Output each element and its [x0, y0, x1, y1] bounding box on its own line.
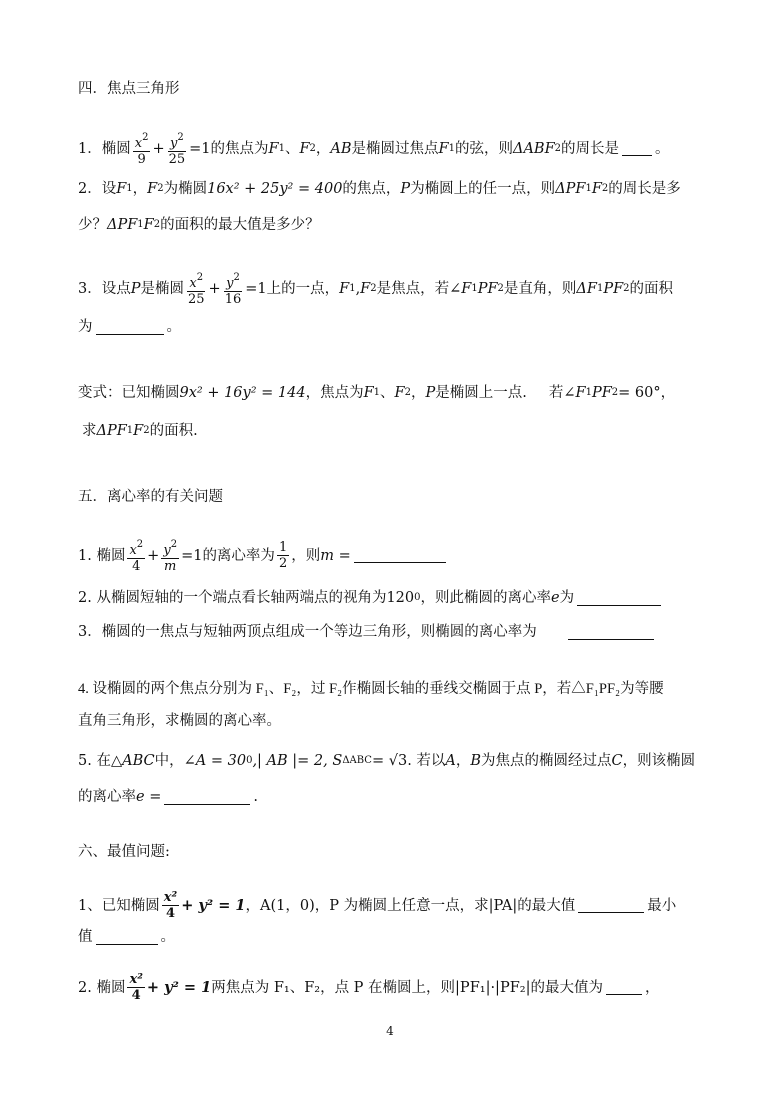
- answer-blank[interactable]: [577, 591, 661, 606]
- section-6-title: 六、最值问题:: [78, 844, 170, 860]
- sec5-question-3: 3．椭圆的一焦点与短轴两顶点组成一个等边三角形，则椭圆的离心率为: [78, 623, 710, 641]
- answer-blank[interactable]: [164, 790, 250, 805]
- sec5-question-2: 2. 从椭圆短轴的一个端点看长轴两端点的视角为 120 0 ，则此椭圆的离心率 e 为: [78, 589, 710, 607]
- sec4-variant-line-2: 求 ΔPF 1 F 2 的面积.: [82, 423, 198, 439]
- sec6-question-1: 1、已知椭圆 $\frac{\text{x²}}{4}$ + y² = 1 ，A(1，0)，P 为椭圆上任意一点，求|PA|的最大值 最小: [78, 890, 677, 921]
- section-4-title: 四．焦点三角形: [78, 81, 180, 97]
- sec4-question-3-line-2: 为 。: [78, 319, 181, 335]
- answer-blank[interactable]: [606, 980, 642, 995]
- sec4-question-2-line-2: 少？ ΔPF 1 F 2 的面积的最大值是多少？: [78, 217, 320, 233]
- sec5-question-5: 5. 在△ ABC 中， ∠A = 30 0 ,| AB |= 2, S ΔABC = √3 . 若以 A ， B 为焦点的椭圆经过点 C ，则该椭圆: [78, 753, 696, 769]
- fraction: $\frac{x^2}{25}$: [188, 272, 205, 307]
- sec4-question-3: 3．设点 P 是椭圆 $\frac{x^2}{25}$ + $\frac{y^2}{16}$ =1 上的一点， F 1 , F 2 是焦点，若 ∠F 1 PF 2 是直角，则 ΔF 1 PF 2 的面积: [78, 272, 674, 307]
- sec5-question-5-line-2: 的离心率 e = .: [78, 789, 258, 805]
- fraction: $\frac{x^2}{9}$: [134, 132, 149, 167]
- fraction: $\frac{\text{x²}}{4}$: [163, 890, 178, 921]
- fraction: $\frac{y^2}{25}$: [168, 132, 186, 167]
- answer-blank[interactable]: [354, 548, 446, 563]
- answer-blank[interactable]: [568, 625, 654, 640]
- sec5-question-4-line-2: 直角三角形，求椭圆的离心率。: [78, 713, 281, 729]
- fraction: $\frac{x^2}{4}$: [129, 539, 144, 574]
- sec4-question-2: 2．设 F 1 ， F 2 为椭圆 16x² + 25y² = 400 的焦点， P 为椭圆上的任一点，则 ΔPF 1 F 2 的周长是多: [78, 181, 681, 197]
- page-number: 4: [386, 1024, 394, 1038]
- sec5-question-1: 1. 椭圆 $\frac{x^2}{4}$ + $\frac{y^2}{m}$ =1 的离心率为 $\frac{1}{2}$ ，则 m =: [78, 537, 710, 574]
- sec6-question-1-line-2: 值 。: [78, 929, 175, 945]
- sec4-question-1: 1．椭圆 $\frac{x^2}{9}$ + $\frac{y^2}{25}$ =1 的焦点为 F 1 、 F 2 ， AB 是椭圆过焦点 F 1 的弦，则 ΔABF 2 的周长是 。: [78, 132, 670, 167]
- answer-blank[interactable]: [622, 141, 652, 156]
- sec6-question-2: 2. 椭圆 $\frac{\text{x²}}{4}$ + y² = 1 两焦点为 F₁、F₂，点 P 在椭圆上，则|PF₁|·|PF₂|的最大值为 ，: [78, 972, 660, 1003]
- answer-blank[interactable]: [578, 898, 644, 913]
- answer-blank[interactable]: [96, 320, 164, 335]
- fraction: $\frac{y^2}{m}$: [163, 539, 178, 574]
- sec4-variant: 变式：已知椭圆 9x² + 16y² = 144 ，焦点为 F 1 、 F 2 ， P 是椭圆上一点. 若 ∠F 1 PF 2 = 60° ，: [78, 385, 676, 401]
- sec5-question-4: 4. 设椭圆的两个焦点分别为 F₁、F₂，过 F₂作椭圆长轴的垂线交椭圆于点 P，若△F₁PF₂为等腰: [78, 681, 664, 697]
- answer-blank[interactable]: [96, 930, 158, 945]
- fraction: $\frac{\text{x²}}{4}$: [129, 972, 143, 1003]
- fraction: $\frac{y^2}{16}$: [224, 272, 242, 307]
- section-5-title: 五．离心率的有关问题: [78, 489, 223, 505]
- fraction: $\frac{1}{2}$: [278, 540, 288, 571]
